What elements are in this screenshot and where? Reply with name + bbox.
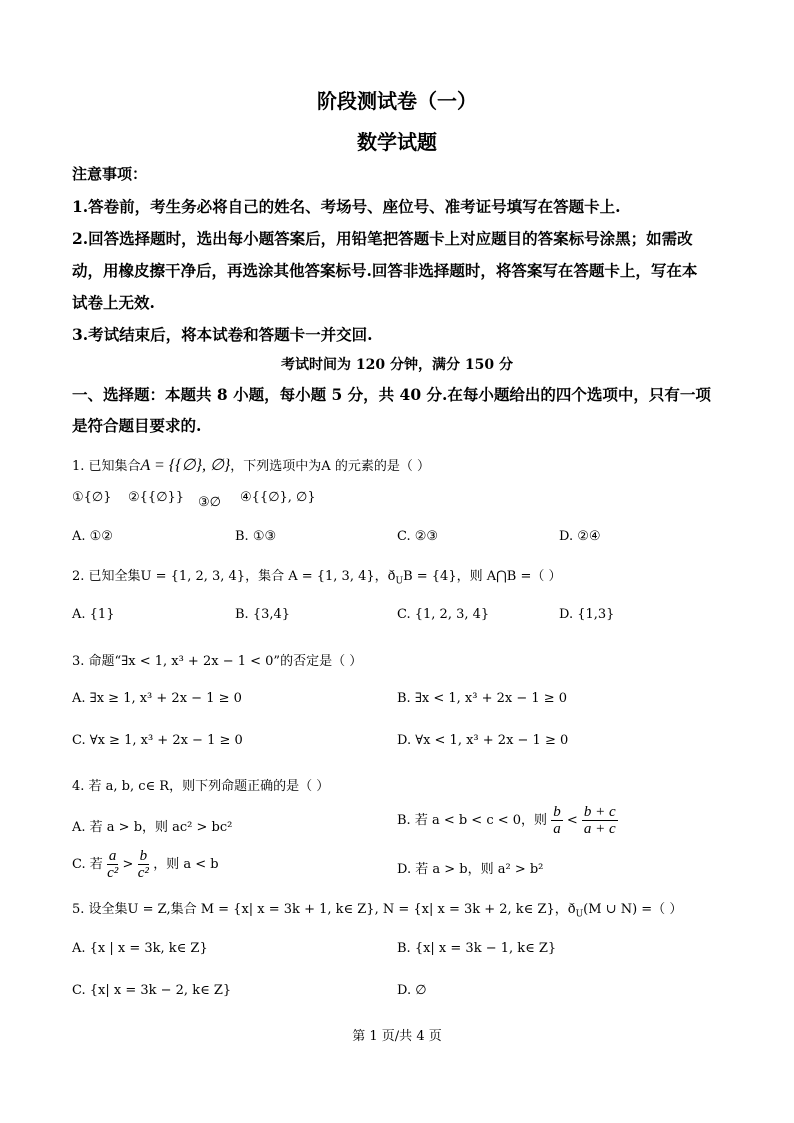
- notice-line-3: 3.考试结束后，将本试卷和答题卡一并交回.: [72, 325, 373, 344]
- q4-option-c: [72, 848, 219, 881]
- q1-item-1: ①{∅}: [72, 490, 112, 505]
- q4-b-fraction-1: [551, 804, 563, 837]
- q5-option-b: B. {x| x = 3k − 1, k∈ Z}: [397, 941, 557, 956]
- q4-b-f2-num: b + c: [583, 804, 616, 820]
- q4-option-b: [397, 804, 618, 837]
- notice-heading: 注意事项：: [72, 165, 148, 183]
- q5-option-a: A. {x | x = 3k, k∈ Z}: [72, 941, 208, 956]
- q4-b-f1-den: a: [553, 821, 561, 837]
- q3-option-a: A. ∃x ≥ 1, x³ + 2x − 1 ≥ 0: [72, 691, 242, 706]
- q4-c-f2-num: b: [139, 848, 148, 864]
- q1-option-c: C. ②③: [397, 529, 439, 544]
- q3-option-b: B. ∃x < 1, x³ + 2x − 1 ≥ 0: [397, 691, 568, 706]
- q1-post: ，下列选项中为A 的元素的是（ ）: [230, 459, 430, 474]
- page-title: 阶段测试卷（一）: [317, 89, 477, 113]
- q4-option-d: D. 若 a > b，则 a² > b²: [397, 862, 544, 877]
- page-subtitle: 数学试题: [357, 130, 437, 154]
- q1-set-math: A = {{∅}, ∅}: [140, 457, 231, 474]
- q4-option-a: A. 若 a > b，则 ac² > bc²: [72, 820, 233, 835]
- q4-c-f1-den: c²: [107, 865, 119, 881]
- notice-line-2c: 试卷上无效.: [72, 293, 155, 312]
- q1-item-4: ④{{∅}, ∅}: [240, 490, 316, 505]
- q4-c-gt: >: [122, 857, 134, 872]
- q2-option-c: C. {1, 2, 3, 4}: [397, 607, 490, 622]
- q4-b-f2-den: a + c: [583, 821, 616, 837]
- q4-b-f1-num: b: [553, 804, 561, 820]
- q5-stem-text: 5. 设全集U = Z,集合 M = {x| x = 3k + 1, k∈ Z}, N = {x| x = 3k + 2, k∈ Z}，ð: [72, 902, 576, 917]
- q1-option-b: B. ①③: [235, 529, 277, 544]
- q4-c-fraction-1: [107, 848, 119, 881]
- q2-stem-text: 2. 已知全集U = {1, 2, 3, 4}，集合 A = {1, 3, 4}，ð: [72, 569, 396, 584]
- notice-line-2a: 2.回答选择题时，选出每小题答案后，用铅笔把答题卡上对应题目的答案标号涂黑；如需改: [72, 229, 693, 248]
- q4-c-post: ，则 a < b: [153, 857, 219, 872]
- question-4-stem: 4. 若 a, b, c∈ R，则下列命题正确的是（ ）: [72, 779, 330, 794]
- q2-complement-sub: U: [395, 576, 404, 587]
- q2-option-a: A. {1}: [72, 607, 115, 622]
- section-heading-line-1: 一、选择题：本题共 8 小题，每小题 5 分，共 40 分.在每小题给出的四个选项中，只有一项: [72, 385, 711, 404]
- q4-c-f1-num: a: [108, 848, 117, 864]
- q4-c-pre: C. 若: [72, 857, 103, 872]
- q3-option-c: C. ∀x ≥ 1, x³ + 2x − 1 ≥ 0: [72, 733, 243, 748]
- section-heading-line-2: 是符合题目要求的.: [72, 416, 202, 435]
- q4-b-lt: <: [566, 813, 578, 828]
- notice-line-1: 1.答卷前，考生务必将自己的姓名、考场号、座位号、准考证号填写在答题卡上.: [72, 197, 621, 216]
- q4-c-f2-den: c²: [137, 865, 149, 881]
- q5-stem-post: (M ∪ N) =（ ）: [583, 902, 683, 917]
- question-2-stem: [72, 565, 561, 587]
- q3-option-d: D. ∀x < 1, x³ + 2x − 1 ≥ 0: [397, 733, 569, 748]
- q4-c-fraction-2: [138, 848, 150, 881]
- q4-b-pre: B. 若 a < b < c < 0，则: [397, 813, 548, 828]
- q1-item-3: ③∅: [198, 495, 221, 510]
- question-3-stem: 3. 命题“∃x < 1, x³ + 2x − 1 < 0”的否定是（ ）: [72, 654, 363, 669]
- question-5-stem: [72, 898, 682, 920]
- q1-pre: 1. 已知集合: [72, 459, 141, 474]
- notice-line-2b: 动，用橡皮擦干净后，再选涂其他答案标号.回答非选择题时，将答案写在答题卡上，写在本: [72, 261, 698, 280]
- q5-option-c: C. {x| x = 3k − 2, k∈ Z}: [72, 983, 232, 998]
- q2-option-d: D. {1,3}: [559, 607, 615, 622]
- q1-option-a: A. ①②: [72, 529, 113, 544]
- q2-stem-post: B = {4}，则 A⋂B =（ ）: [403, 569, 562, 584]
- q5-option-d: D. ∅: [397, 983, 427, 998]
- page-footer: 第 1 页/共 4 页: [352, 1029, 442, 1044]
- q1-option-d: D. ②④: [559, 529, 601, 544]
- q2-option-b: B. {3,4}: [235, 607, 291, 622]
- q4-b-fraction-2: [582, 804, 618, 837]
- exam-time: 考试时间为 120 分钟，满分 150 分: [281, 357, 513, 373]
- q1-item-2: ②{{∅}}: [128, 490, 185, 505]
- q5-complement-sub: U: [575, 909, 584, 920]
- question-1-stem: [72, 455, 430, 475]
